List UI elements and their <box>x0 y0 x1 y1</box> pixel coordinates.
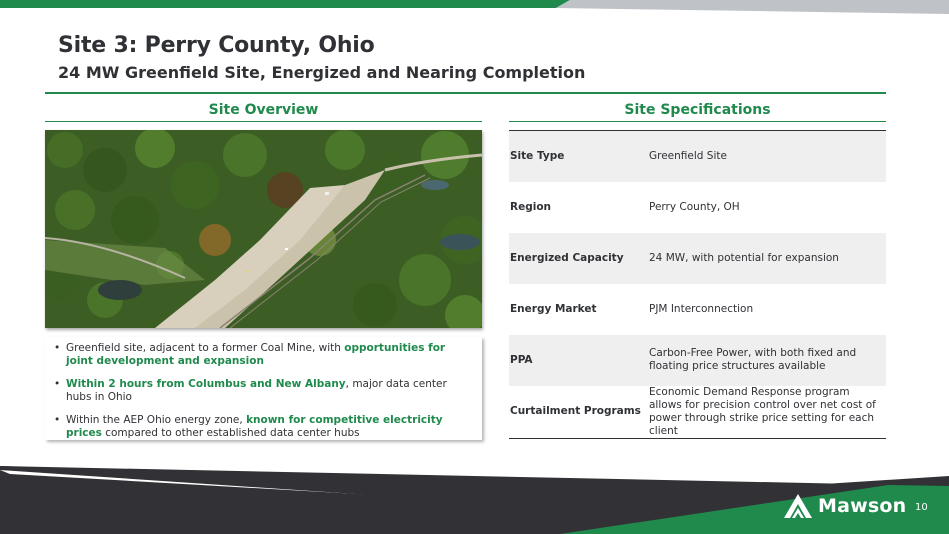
spec-value: Greenfield Site <box>649 149 727 162</box>
table-row <box>509 386 886 439</box>
spec-value: Carbon-Free Power, with both fixed and floating price structures available <box>649 347 857 372</box>
site-specifications-table <box>509 130 886 439</box>
mawson-mountain-logo-icon <box>783 493 813 519</box>
list-item: • Within the AEP Ohio energy zone, known for competitive electricity prices compared to other established data center hubs <box>54 414 474 440</box>
page-number: 10 <box>915 502 928 513</box>
table-row <box>509 182 886 233</box>
spec-label: Curtailment Programs <box>510 405 641 417</box>
table-row <box>509 335 886 386</box>
top-decorative-bar <box>0 0 949 14</box>
spec-label: Region <box>510 200 552 213</box>
spec-label: PPA <box>510 353 533 366</box>
spec-label: Energy Market <box>510 302 597 315</box>
spec-value: PJM Interconnection <box>649 302 754 315</box>
spec-value: Perry County, OH <box>649 200 740 213</box>
spec-label: Energized Capacity <box>510 251 624 264</box>
page-title: Site 3: Perry County, Ohio <box>58 33 375 58</box>
mawson-logo <box>783 492 906 520</box>
table-row <box>509 233 886 284</box>
brand-name: Mawson <box>818 495 907 517</box>
site-overview-heading: Site Overview <box>208 102 319 118</box>
site-specifications-heading: Site Specifications <box>624 102 771 118</box>
list-item: • Greenfield site, adjacent to a former Coal Mine, with opportunities for joint development and expansion <box>54 342 474 368</box>
title-divider <box>45 92 886 94</box>
site-specifications-divider <box>509 121 886 122</box>
site-overview-bullets <box>45 337 482 440</box>
table-row <box>509 284 886 335</box>
site-overview-divider <box>45 121 482 122</box>
aerial-site-photo <box>45 130 482 328</box>
spec-value: 24 MW, with potential for expansion <box>649 251 839 264</box>
list-item: • Within 2 hours from Columbus and New Albany, major data center hubs in Ohio <box>54 378 474 404</box>
spec-value: Economic Demand Response program allows for precision control over net cost of power through strike price setting for each client <box>649 385 876 437</box>
table-row <box>509 131 886 182</box>
spec-label: Site Type <box>510 149 565 162</box>
page-subtitle: 24 MW Greenfield Site, Energized and Nearing Completion <box>58 63 586 82</box>
